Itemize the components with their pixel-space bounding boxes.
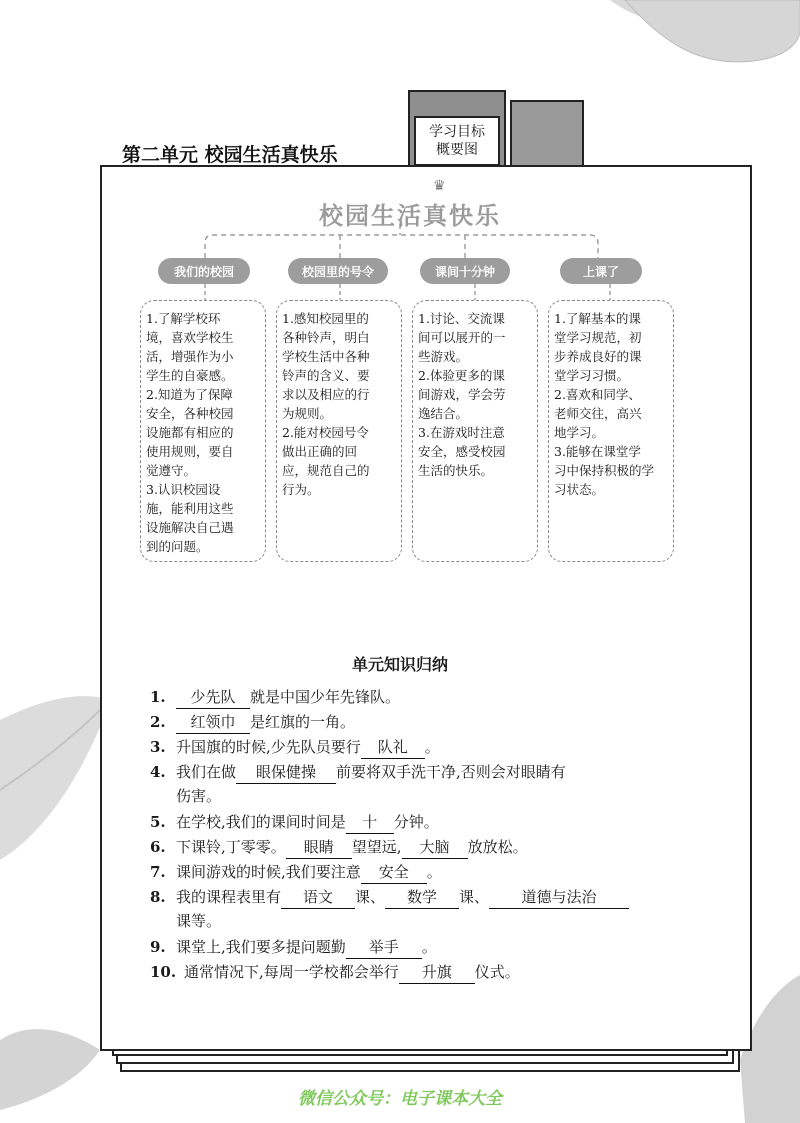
goal-line: 老师交往，高兴 [554, 406, 642, 421]
answer-blank: 红领巾 [176, 711, 250, 734]
statement-text: 分钟。 [393, 813, 439, 831]
goal-line: 使用规则，要自 [146, 444, 234, 459]
knowledge-item-number: 10. [150, 963, 177, 981]
knowledge-item-number: 6. [150, 838, 166, 856]
answer-blank: 十 [346, 811, 394, 834]
goal-line: 安全，感受校园 [418, 444, 506, 459]
goal-line: 活，增强作为小 [146, 349, 234, 364]
answer-blank: 大脑 [402, 836, 468, 859]
knowledge-item [150, 711, 710, 735]
knowledge-item-text [176, 811, 439, 834]
knowledge-item-text [176, 761, 566, 784]
goal-line: 学生的自豪感。 [146, 368, 234, 383]
goal-box-class [548, 300, 674, 562]
goal-line: 3.在游戏时注意 [418, 425, 505, 440]
knowledge-item-text [176, 886, 629, 909]
knowledge-item [150, 686, 710, 710]
branch-label-signals: 校园里的号令 [288, 258, 388, 284]
goal-line: 行为。 [282, 482, 320, 497]
knowledge-item-text [176, 736, 440, 759]
card-label-line-2: 概要图 [436, 142, 478, 158]
answer-blank: 眼睛 [286, 836, 352, 859]
statement-text: 下课铃,丁零零。 [176, 838, 286, 856]
statement-text: 前要将双手洗干净,否则会对眼睛有 [336, 763, 566, 781]
goal-line: 2.喜欢和同学、 [554, 387, 641, 402]
goal-line: 设施都有相应的 [146, 425, 234, 440]
goal-line: 1.了解学校环 [146, 311, 221, 326]
knowledge-item-number: 3. [150, 738, 166, 756]
knowledge-item-number: 9. [150, 938, 166, 956]
goal-box-campus [140, 300, 266, 562]
goal-box-recess [412, 300, 538, 562]
goal-line: 2.能对校园号令 [282, 425, 369, 440]
goal-line: 地学习。 [554, 425, 605, 440]
knowledge-item-text [176, 861, 442, 884]
goal-line: 设施解决自己遇 [146, 520, 234, 535]
knowledge-item-continuation: 伤害。 [176, 787, 222, 805]
statement-text: 。 [424, 738, 440, 756]
knowledge-item-number: 8. [150, 888, 166, 906]
goal-line: 1.讨论、交流课 [418, 311, 505, 326]
knowledge-item [150, 861, 710, 885]
goal-line: 堂学习规范，初 [554, 330, 642, 345]
knowledge-item [150, 836, 710, 860]
goal-line: 步养成良好的课 [554, 349, 642, 364]
unit-title: 第二单元 校园生活真快乐 [122, 144, 338, 166]
knowledge-item-number: 2. [150, 713, 166, 731]
statement-text: 课间游戏的时候,我们要注意 [176, 863, 361, 881]
statement-text: 仪式。 [474, 963, 520, 981]
knowledge-item-number: 1. [150, 688, 166, 706]
answer-blank: 安全 [361, 861, 427, 884]
answer-blank: 举手 [346, 936, 422, 959]
knowledge-item [150, 761, 710, 805]
goal-line: 2.体验更多的课 [418, 368, 505, 383]
card-label-line-1: 学习目标 [429, 124, 485, 140]
branch-label-recess: 课间十分钟 [420, 258, 510, 284]
statement-text: 在学校,我们的课间时间是 [176, 813, 346, 831]
goal-line: 到的问题。 [146, 539, 209, 554]
answer-blank: 少先队 [176, 686, 250, 709]
statement-text: 通常情况下,每周一学校都会举行 [184, 963, 399, 981]
goal-line: 应，规范自己的 [282, 463, 370, 478]
statement-text: 是红旗的一角。 [250, 713, 356, 731]
goal-line: 间可以展开的一 [418, 330, 506, 345]
statement-text: 课堂上,我们要多提问题勤 [176, 938, 346, 956]
goal-line: 觉遵守。 [146, 463, 197, 478]
statement-text: 课、 [459, 888, 490, 906]
statement-text: 。 [421, 938, 437, 956]
statement-text: 课、 [355, 888, 386, 906]
goal-line: 习状态。 [554, 482, 605, 497]
answer-blank: 道德与法治 [489, 886, 629, 909]
footer-watermark: 微信公众号：电子课本大全 [298, 1089, 502, 1109]
goal-box-signals [276, 300, 402, 562]
goal-line: 逸结合。 [418, 406, 469, 421]
branch-label-class: 上课了 [560, 258, 642, 284]
statement-text: 放放松。 [467, 838, 528, 856]
branch-label-campus: 我们的校园 [158, 258, 250, 284]
knowledge-item-text [176, 936, 437, 959]
statement-text: 望望远, [351, 838, 402, 856]
knowledge-item-number: 7. [150, 863, 166, 881]
goal-line: 做出正确的回 [282, 444, 358, 459]
knowledge-item-number: 5. [150, 813, 166, 831]
goal-line: 2.知道为了保障 [146, 387, 233, 402]
knowledge-item [150, 736, 710, 760]
knowledge-item [150, 811, 710, 835]
knowledge-item [150, 886, 710, 930]
goal-line: 3.能够在课堂学 [554, 444, 641, 459]
knowledge-item-text [176, 711, 355, 734]
statement-text: 我们在做 [176, 763, 237, 781]
statement-text: 升国旗的时候,少先队员要行 [176, 738, 361, 756]
goal-line: 求以及相应的行 [282, 387, 370, 402]
answer-blank: 眼保健操 [236, 761, 336, 784]
goal-line: 各种铃声，明白 [282, 330, 370, 345]
goal-line: 铃声的含义、要 [282, 368, 370, 383]
answer-blank: 语文 [281, 886, 355, 909]
knowledge-item-continuation: 课等。 [176, 912, 222, 930]
concept-map-title: 校园生活真快乐 [319, 202, 501, 230]
answer-blank: 数学 [385, 886, 459, 909]
goal-line: 堂学习习惯。 [554, 368, 630, 383]
goal-line: 1.了解基本的课 [554, 311, 641, 326]
goal-line: 3.认识校园设 [146, 482, 221, 497]
goal-line: 生活的快乐。 [418, 463, 494, 478]
knowledge-section-title: 单元知识归纳 [351, 655, 448, 674]
answer-blank: 升旗 [399, 961, 475, 984]
goal-line: 境，喜欢学校生 [146, 330, 234, 345]
goal-line: 学校生活中各种 [282, 349, 370, 364]
knowledge-item-number: 4. [150, 763, 166, 781]
knowledge-item-text [184, 961, 520, 984]
goal-line: 些游戏。 [418, 349, 469, 364]
statement-text: 我的课程表里有 [176, 888, 282, 906]
crown-icon: ♛ [433, 178, 446, 194]
goal-line: 间游戏，学会劳 [418, 387, 506, 402]
goal-line: 安全，各种校园 [146, 406, 234, 421]
answer-blank: 队礼 [361, 736, 425, 759]
statement-text: 就是中国少年先锋队。 [250, 688, 401, 706]
knowledge-item [150, 961, 710, 985]
knowledge-item-text [176, 686, 400, 709]
statement-text: 。 [426, 863, 442, 881]
knowledge-item-text [176, 836, 528, 859]
goal-line: 习中保持积极的学 [554, 463, 655, 478]
goal-line: 为规则。 [282, 406, 333, 421]
goal-line: 1.感知校园里的 [282, 311, 369, 326]
goal-line: 施，能利用这些 [146, 501, 234, 516]
knowledge-item [150, 936, 710, 960]
